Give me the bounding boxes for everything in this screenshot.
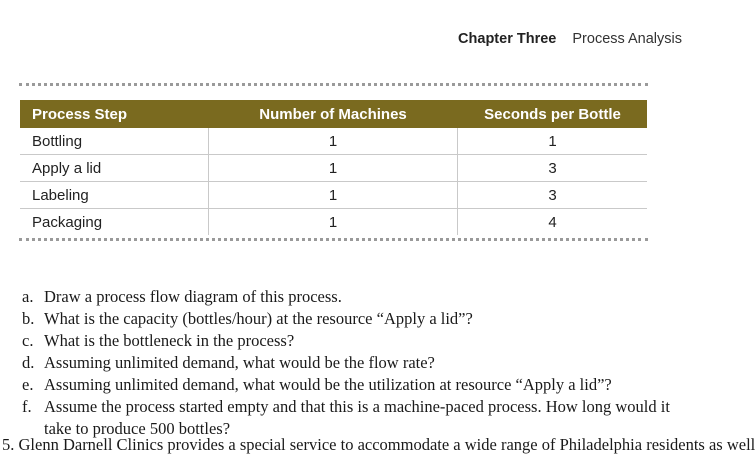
table-header-row	[20, 100, 647, 128]
question-letter: d.	[22, 353, 35, 372]
question-letter: b.	[22, 309, 35, 328]
chapter-title: Chapter Three	[458, 31, 557, 47]
cutoff-next-question	[0, 435, 755, 454]
table-row	[20, 155, 647, 182]
question-letter: c.	[22, 331, 34, 350]
cell-seconds-per-bottle: 3	[458, 182, 648, 209]
cell-process-step: Labeling	[20, 182, 209, 209]
question-item	[22, 308, 697, 330]
question-text: What is the capacity (bottles/hour) at the resource “Apply a lid”?	[44, 309, 473, 328]
table-top-dotted-rule	[19, 83, 648, 86]
question-letter: e.	[22, 375, 34, 394]
question-item	[22, 330, 697, 352]
cell-seconds-per-bottle: 3	[458, 155, 648, 182]
question-text: Assume the process started empty and that this is a machine-paced process. How long would it take to produce 500 bottles?	[44, 397, 670, 438]
cutoff-text: 5. Glenn Darnell Clinics provides a special service to accommodate a wide range of Philadelphia residents as well	[2, 435, 755, 454]
question-text: Assuming unlimited demand, what would be the flow rate?	[44, 353, 435, 372]
table-row	[20, 128, 647, 155]
question-item	[22, 286, 697, 308]
cell-seconds-per-bottle: 4	[548, 213, 557, 231]
section-title: Process Analysis	[572, 31, 682, 47]
process-table	[20, 100, 647, 235]
cell-number-of-machines: 1	[209, 155, 458, 182]
question-item	[22, 352, 697, 374]
table-row	[20, 209, 647, 236]
running-head	[458, 31, 682, 47]
question-text: Assuming unlimited demand, what would be the utilization at resource “Apply a lid”?	[44, 375, 612, 394]
cell-process-step: Bottling	[20, 128, 209, 155]
cell-process-step: Packaging	[32, 213, 103, 231]
table-row	[20, 182, 647, 209]
question-text: What is the bottleneck in the process?	[44, 331, 295, 350]
question-text: Draw a process flow diagram of this process.	[44, 287, 342, 306]
cell-process-step: Apply a lid	[20, 155, 209, 182]
table-bottom-dotted-rule	[19, 238, 648, 241]
column-header-process-step: Process Step	[20, 100, 209, 128]
question-item	[22, 374, 697, 396]
column-header-seconds-per-bottle: Seconds per Bottle	[458, 100, 648, 128]
cell-number-of-machines: 1	[209, 128, 458, 155]
cell-number-of-machines: 1	[209, 209, 458, 236]
question-letter: f.	[22, 397, 32, 416]
question-item	[22, 396, 697, 440]
cell-number-of-machines: 1	[209, 182, 458, 209]
column-header-number-of-machines: Number of Machines	[209, 100, 458, 128]
question-list	[22, 286, 697, 440]
question-letter: a.	[22, 287, 34, 306]
cell-seconds-per-bottle: 1	[458, 128, 648, 155]
